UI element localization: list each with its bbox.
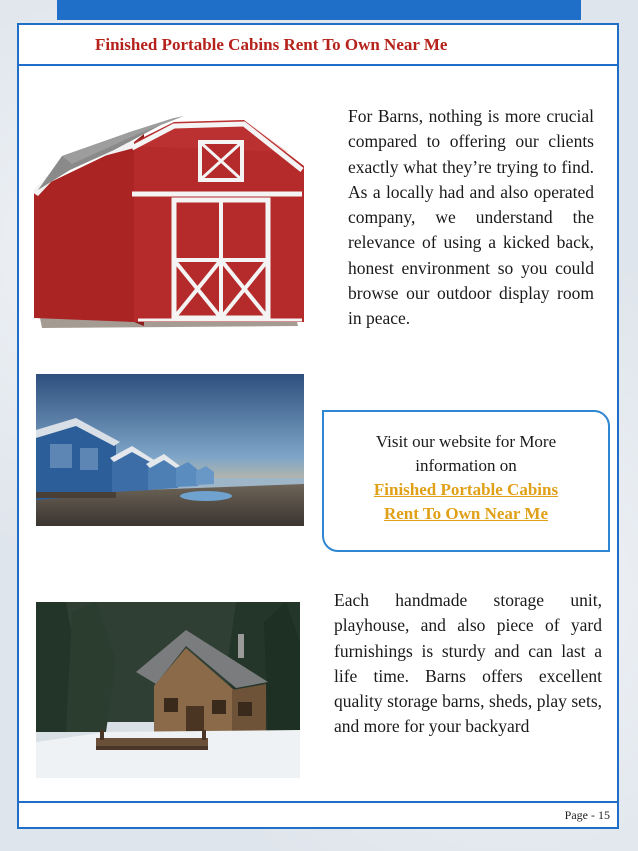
page-number: Page - 15 (564, 808, 610, 822)
callout-text-line-1: Visit our website for More (375, 432, 557, 451)
callout-link-line-2[interactable]: Rent To Own Near Me (383, 504, 548, 523)
website-callout (322, 410, 610, 552)
closing-paragraph: Each handmade storage unit, playhouse, and also piece of yard furnishings is sturdy and can last a life time. Barns offers excellent quality storage barns, sheds, play sets, and more for your backyard (334, 590, 602, 737)
intro-paragraph: For Barns, nothing is more crucial compared to offering our clients exactly what they’re trying to find. As a locally had and also operated company, we understand the relevance of using a kicked back, honest environment so you could browse our outdoor display room in peace. (348, 106, 594, 329)
footer-divider (19, 801, 617, 803)
wood-cabin-image (36, 602, 300, 778)
beach-huts-image (36, 374, 304, 526)
page-title: Finished Portable Cabins Rent To Own Near Me (95, 35, 448, 54)
callout-link-line-1[interactable]: Finished Portable Cabins (373, 480, 559, 499)
top-accent-bar (57, 0, 581, 20)
title-divider (19, 64, 617, 66)
red-barn-image (34, 112, 308, 330)
callout-text-line-2: information on (415, 456, 517, 475)
